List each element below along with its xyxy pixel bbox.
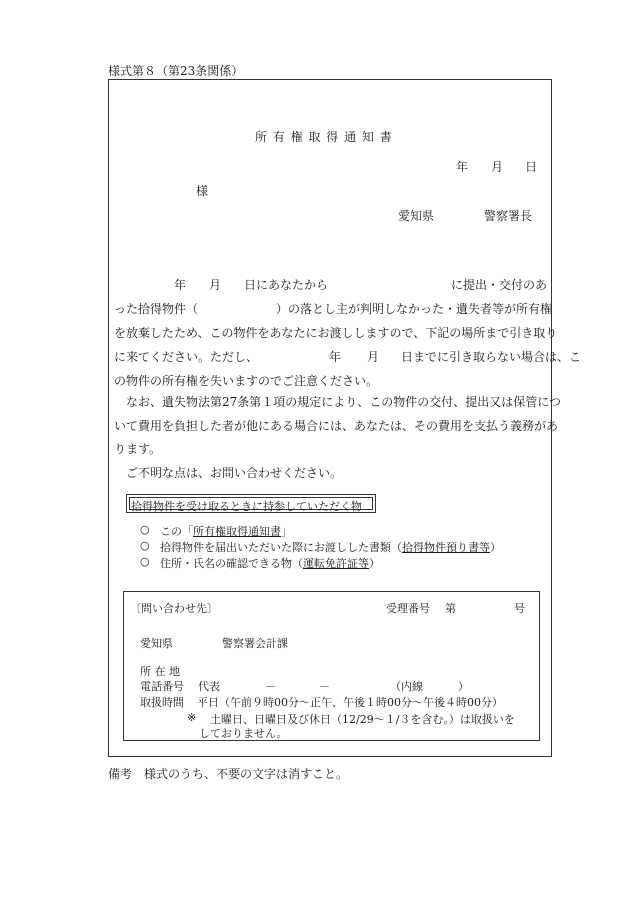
inquiry-heading: 〔問い合わせ先〕 <box>130 602 218 615</box>
remark: 備考 様式のうち、不要の文字は消すこと。 <box>108 767 349 781</box>
para1-line4-month: 月 <box>367 350 380 364</box>
para1-from-you: 日にあなたから <box>244 278 329 292</box>
inquiry-prefecture: 愛知県 <box>140 637 173 650</box>
phone-dash-2: － <box>319 680 330 693</box>
para1-line2-b: ）の落とし主が判明しなかった・遺失者等が所有権 <box>276 302 553 316</box>
para2-line2: いて費用を負担した者が他にある場合には、あなたは、その費用を支払う義務があ <box>114 419 559 433</box>
receipt-dai: 第 <box>445 602 456 615</box>
notice-title: 所 有 権 取 得 通 知 書 <box>255 130 393 144</box>
para1-line4-b: 日までに引き取らない場合は、こ <box>401 350 582 364</box>
receipt-go: 号 <box>514 602 525 615</box>
item-bullet: ○ <box>140 523 150 536</box>
para1-year: 年 <box>174 278 187 292</box>
recipient-suffix: 様 <box>196 184 209 198</box>
issuer-chief: 警察署長 <box>484 209 533 223</box>
note-line-1: 土曜日、日曜日及び休日（12/29～１/３を含む。）は取扱いを <box>210 713 515 726</box>
phone-extension: （内線 <box>390 680 423 693</box>
para2-line1: なお、遺失物法第27条第１項の規定により、この物件の交付、提出又は保管につ <box>126 395 562 409</box>
phone-extension-close: ） <box>458 680 469 693</box>
phone-representative: 代表 <box>198 680 220 693</box>
form-label: 様式第８（第23条関係） <box>108 64 244 78</box>
item-text-2: 住所・氏名の確認できる物（運転免許証等） <box>160 557 380 570</box>
para1-submitted: に提出・交付のあ <box>451 278 548 292</box>
issuer-prefecture: 愛知県 <box>398 209 435 223</box>
note-mark: ※ <box>187 711 197 724</box>
para1-line4-a: に来てください。ただし、 <box>114 350 259 364</box>
para1-line4-year: 年 <box>329 350 342 364</box>
phone-label: 電話番号 <box>140 680 184 693</box>
receipt-label: 受理番号 <box>386 602 430 615</box>
phone-dash-1: － <box>265 680 276 693</box>
address-label: 所 在 地 <box>140 665 180 678</box>
items-heading: 拾得物件を受け取るときに持参していただく物 <box>131 500 362 513</box>
hours-label: 取扱時間 <box>140 696 184 709</box>
para1-line2-a: った拾得物件（ <box>114 302 199 316</box>
hours-value: 平日（午前９時00分～正午、午後１時00分～午後４時00分） <box>197 696 503 709</box>
note-line-2: しておりません。 <box>199 727 288 740</box>
date-day: 日 <box>525 160 538 174</box>
para3: ご不明な点は、お問い合わせください。 <box>126 466 343 480</box>
para2-line3: ります。 <box>114 442 162 456</box>
item-bullet: ○ <box>140 539 150 552</box>
para1-line5: の物件の所有権を失いますのでご注意ください。 <box>114 374 379 388</box>
date-year: 年 <box>456 160 469 174</box>
item-text-1: 拾得物件を届出いただいた際にお渡しした書類（拾得物件預り書等） <box>160 541 501 554</box>
date-month: 月 <box>491 160 504 174</box>
para1-month: 月 <box>209 278 222 292</box>
item-bullet: ○ <box>140 555 150 568</box>
para1-line3: を放棄したため、この物件をあなたにお渡ししますので、下記の場所まで引き取り <box>114 326 558 340</box>
item-text-0: この「所有権取得通知書」 <box>160 525 292 538</box>
inquiry-department: 警察署会計課 <box>222 637 288 650</box>
